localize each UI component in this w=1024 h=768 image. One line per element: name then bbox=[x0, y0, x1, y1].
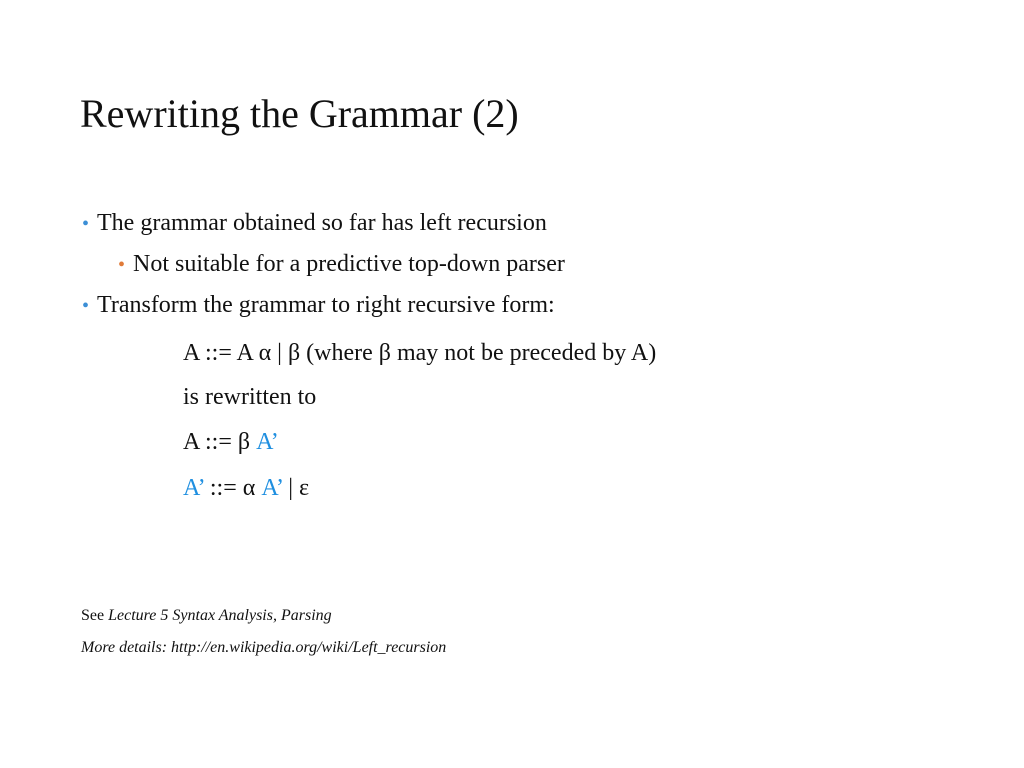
sub-bullet-text: Not suitable for a predictive top-down parser bbox=[133, 251, 565, 277]
sub-bullet-dot-icon: • bbox=[118, 254, 126, 276]
rule-text: | ε bbox=[282, 475, 310, 501]
bullet-item bbox=[82, 290, 555, 321]
sub-bullet-item bbox=[118, 249, 565, 280]
rewrite-connector-text: is rewritten to bbox=[183, 384, 317, 410]
more-details-link[interactable]: More details: http://en.wikipedia.org/wiki/Left_recursion bbox=[81, 639, 447, 656]
slide-title: Rewriting the Grammar (2) bbox=[80, 91, 519, 136]
bullet-item bbox=[82, 208, 547, 239]
nonterminal-prime: A’ bbox=[183, 475, 204, 501]
footer-see-prefix: See bbox=[81, 607, 109, 624]
grammar-rule-rewritten-1 bbox=[183, 427, 279, 457]
rule-text: ::= α bbox=[203, 475, 262, 501]
lecture-reference: Lecture 5 Syntax Analysis, Parsing bbox=[108, 607, 332, 624]
rule-text: A ::= β bbox=[183, 429, 257, 455]
nonterminal-prime: A’ bbox=[256, 429, 279, 455]
nonterminal-prime: A’ bbox=[261, 475, 283, 501]
bullet-text: Transform the grammar to right recursive form: bbox=[97, 292, 555, 318]
grammar-rule-rewritten-2 bbox=[183, 473, 309, 503]
grammar-rule-original: A ::= A α | β (where β may not be preceded by A) bbox=[183, 340, 657, 366]
footer-reference bbox=[81, 606, 332, 626]
bullet-dot-icon: • bbox=[82, 213, 90, 235]
bullet-text: The grammar obtained so far has left recursion bbox=[97, 210, 547, 236]
bullet-dot-icon: • bbox=[82, 295, 90, 317]
